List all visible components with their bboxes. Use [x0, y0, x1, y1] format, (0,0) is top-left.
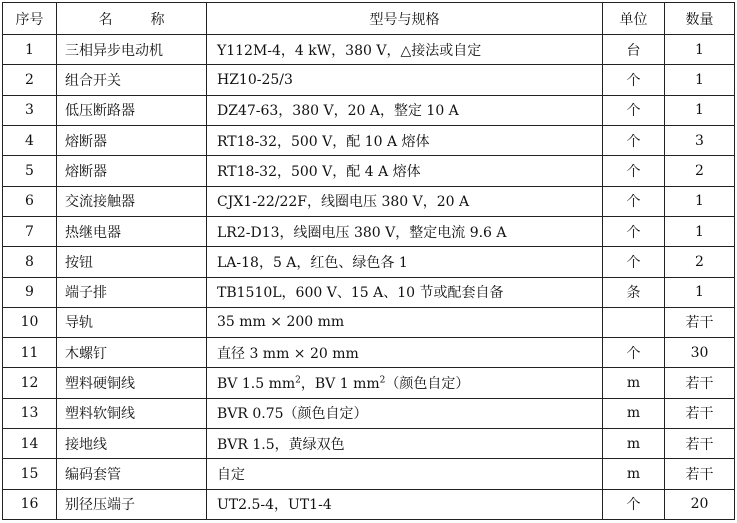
spec-part: BV 1.5 mm — [217, 376, 296, 393]
cell-unit: m — [603, 398, 665, 428]
superscript-two: 2 — [379, 375, 386, 386]
cell-unit: 个 — [603, 156, 665, 186]
cell-qty: 1 — [665, 35, 735, 65]
cell-spec: DZ47-63，380 V，20 A，整定 10 A — [207, 95, 603, 125]
cell-spec: 直径 3 mm × 20 mm — [207, 338, 603, 368]
cell-spec: UT2.5-4，UT1-4 — [207, 489, 603, 519]
cell-unit: 个 — [603, 216, 665, 246]
cell-no: 9 — [3, 277, 57, 307]
cell-spec: HZ10-25/3 — [207, 65, 603, 95]
cell-spec: RT18-32，500 V，配 10 A 熔体 — [207, 125, 603, 155]
cell-no: 1 — [3, 35, 57, 65]
spec-part: （颜色自定） — [385, 376, 470, 393]
cell-no: 11 — [3, 338, 57, 368]
materials-table — [2, 2, 735, 520]
table-row — [3, 338, 735, 368]
cell-name: 端子排 — [57, 277, 207, 307]
header-spec: 型号与规格 — [207, 3, 603, 35]
table-row — [3, 95, 735, 125]
cell-qty: 1 — [665, 65, 735, 95]
cell-no: 4 — [3, 125, 57, 155]
header-row — [3, 3, 735, 35]
table-row — [3, 398, 735, 428]
table-row — [3, 368, 735, 398]
cell-unit: 条 — [603, 277, 665, 307]
cell-no: 2 — [3, 65, 57, 95]
cell-qty: 1 — [665, 216, 735, 246]
cell-unit: 个 — [603, 186, 665, 216]
cell-no: 13 — [3, 398, 57, 428]
cell-qty: 若干 — [665, 398, 735, 428]
cell-qty: 1 — [665, 277, 735, 307]
cell-spec: BVR 0.75（颜色自定） — [207, 398, 603, 428]
cell-spec — [207, 368, 603, 398]
cell-no: 16 — [3, 489, 57, 519]
cell-unit: 个 — [603, 65, 665, 95]
table-row — [3, 125, 735, 155]
table-row — [3, 156, 735, 186]
cell-name: 组合开关 — [57, 65, 207, 95]
cell-name: 木螺钉 — [57, 338, 207, 368]
cell-qty: 若干 — [665, 459, 735, 489]
cell-no: 8 — [3, 247, 57, 277]
cell-name: 低压断路器 — [57, 95, 207, 125]
table-row — [3, 429, 735, 459]
cell-qty: 1 — [665, 95, 735, 125]
cell-unit: 台 — [603, 35, 665, 65]
cell-unit: m — [603, 459, 665, 489]
header-qty: 数量 — [665, 3, 735, 35]
cell-no: 6 — [3, 186, 57, 216]
table-row — [3, 489, 735, 519]
cell-qty: 3 — [665, 125, 735, 155]
cell-name: 热继电器 — [57, 216, 207, 246]
table-row — [3, 65, 735, 95]
header-no: 序号 — [3, 3, 57, 35]
cell-spec: 35 mm × 200 mm — [207, 307, 603, 337]
cell-qty: 若干 — [665, 429, 735, 459]
cell-name: 按钮 — [57, 247, 207, 277]
cell-name: 接地线 — [57, 429, 207, 459]
cell-qty: 1 — [665, 186, 735, 216]
cell-name: 熔断器 — [57, 156, 207, 186]
table-row — [3, 186, 735, 216]
cell-name: 三相异步电动机 — [57, 35, 207, 65]
cell-spec: Y112M-4，4 kW，380 V，△接法或自定 — [207, 35, 603, 65]
cell-unit: m — [603, 368, 665, 398]
cell-unit: 个 — [603, 125, 665, 155]
cell-qty: 30 — [665, 338, 735, 368]
cell-spec: LR2-D13，线圈电压 380 V，整定电流 9.6 A — [207, 216, 603, 246]
cell-spec: TB1510L，600 V、15 A、10 节或配套自备 — [207, 277, 603, 307]
table-row — [3, 277, 735, 307]
cell-unit: 个 — [603, 489, 665, 519]
cell-spec: LA-18，5 A，红色、绿色各 1 — [207, 247, 603, 277]
cell-no: 15 — [3, 459, 57, 489]
cell-unit: m — [603, 429, 665, 459]
cell-no: 5 — [3, 156, 57, 186]
cell-spec: RT18-32，500 V，配 4 A 熔体 — [207, 156, 603, 186]
cell-no: 14 — [3, 429, 57, 459]
cell-qty: 若干 — [665, 307, 735, 337]
spec-part: ，BV 1 mm — [300, 376, 380, 393]
cell-spec: BVR 1.5，黄绿双色 — [207, 429, 603, 459]
cell-spec: CJX1-22/22F，线圈电压 380 V，20 A — [207, 186, 603, 216]
table-row — [3, 247, 735, 277]
cell-unit: 个 — [603, 95, 665, 125]
cell-name: 编码套管 — [57, 459, 207, 489]
table-row — [3, 216, 735, 246]
header-unit: 单位 — [603, 3, 665, 35]
cell-name: 塑料软铜线 — [57, 398, 207, 428]
cell-no: 3 — [3, 95, 57, 125]
cell-qty: 2 — [665, 247, 735, 277]
cell-name: 别径压端子 — [57, 489, 207, 519]
cell-no: 12 — [3, 368, 57, 398]
cell-qty: 2 — [665, 156, 735, 186]
cell-name: 熔断器 — [57, 125, 207, 155]
cell-qty: 若干 — [665, 368, 735, 398]
table-row — [3, 307, 735, 337]
cell-qty: 20 — [665, 489, 735, 519]
cell-unit — [603, 307, 665, 337]
cell-unit: 个 — [603, 247, 665, 277]
table-row — [3, 35, 735, 65]
superscript-two: 2 — [295, 375, 301, 386]
cell-name: 导轨 — [57, 307, 207, 337]
table-row — [3, 459, 735, 489]
header-name: 名 称 — [57, 3, 207, 35]
cell-name: 交流接触器 — [57, 186, 207, 216]
cell-name: 塑料硬铜线 — [57, 368, 207, 398]
cell-no: 10 — [3, 307, 57, 337]
cell-no: 7 — [3, 216, 57, 246]
cell-spec: 自定 — [207, 459, 603, 489]
cell-unit: 个 — [603, 338, 665, 368]
